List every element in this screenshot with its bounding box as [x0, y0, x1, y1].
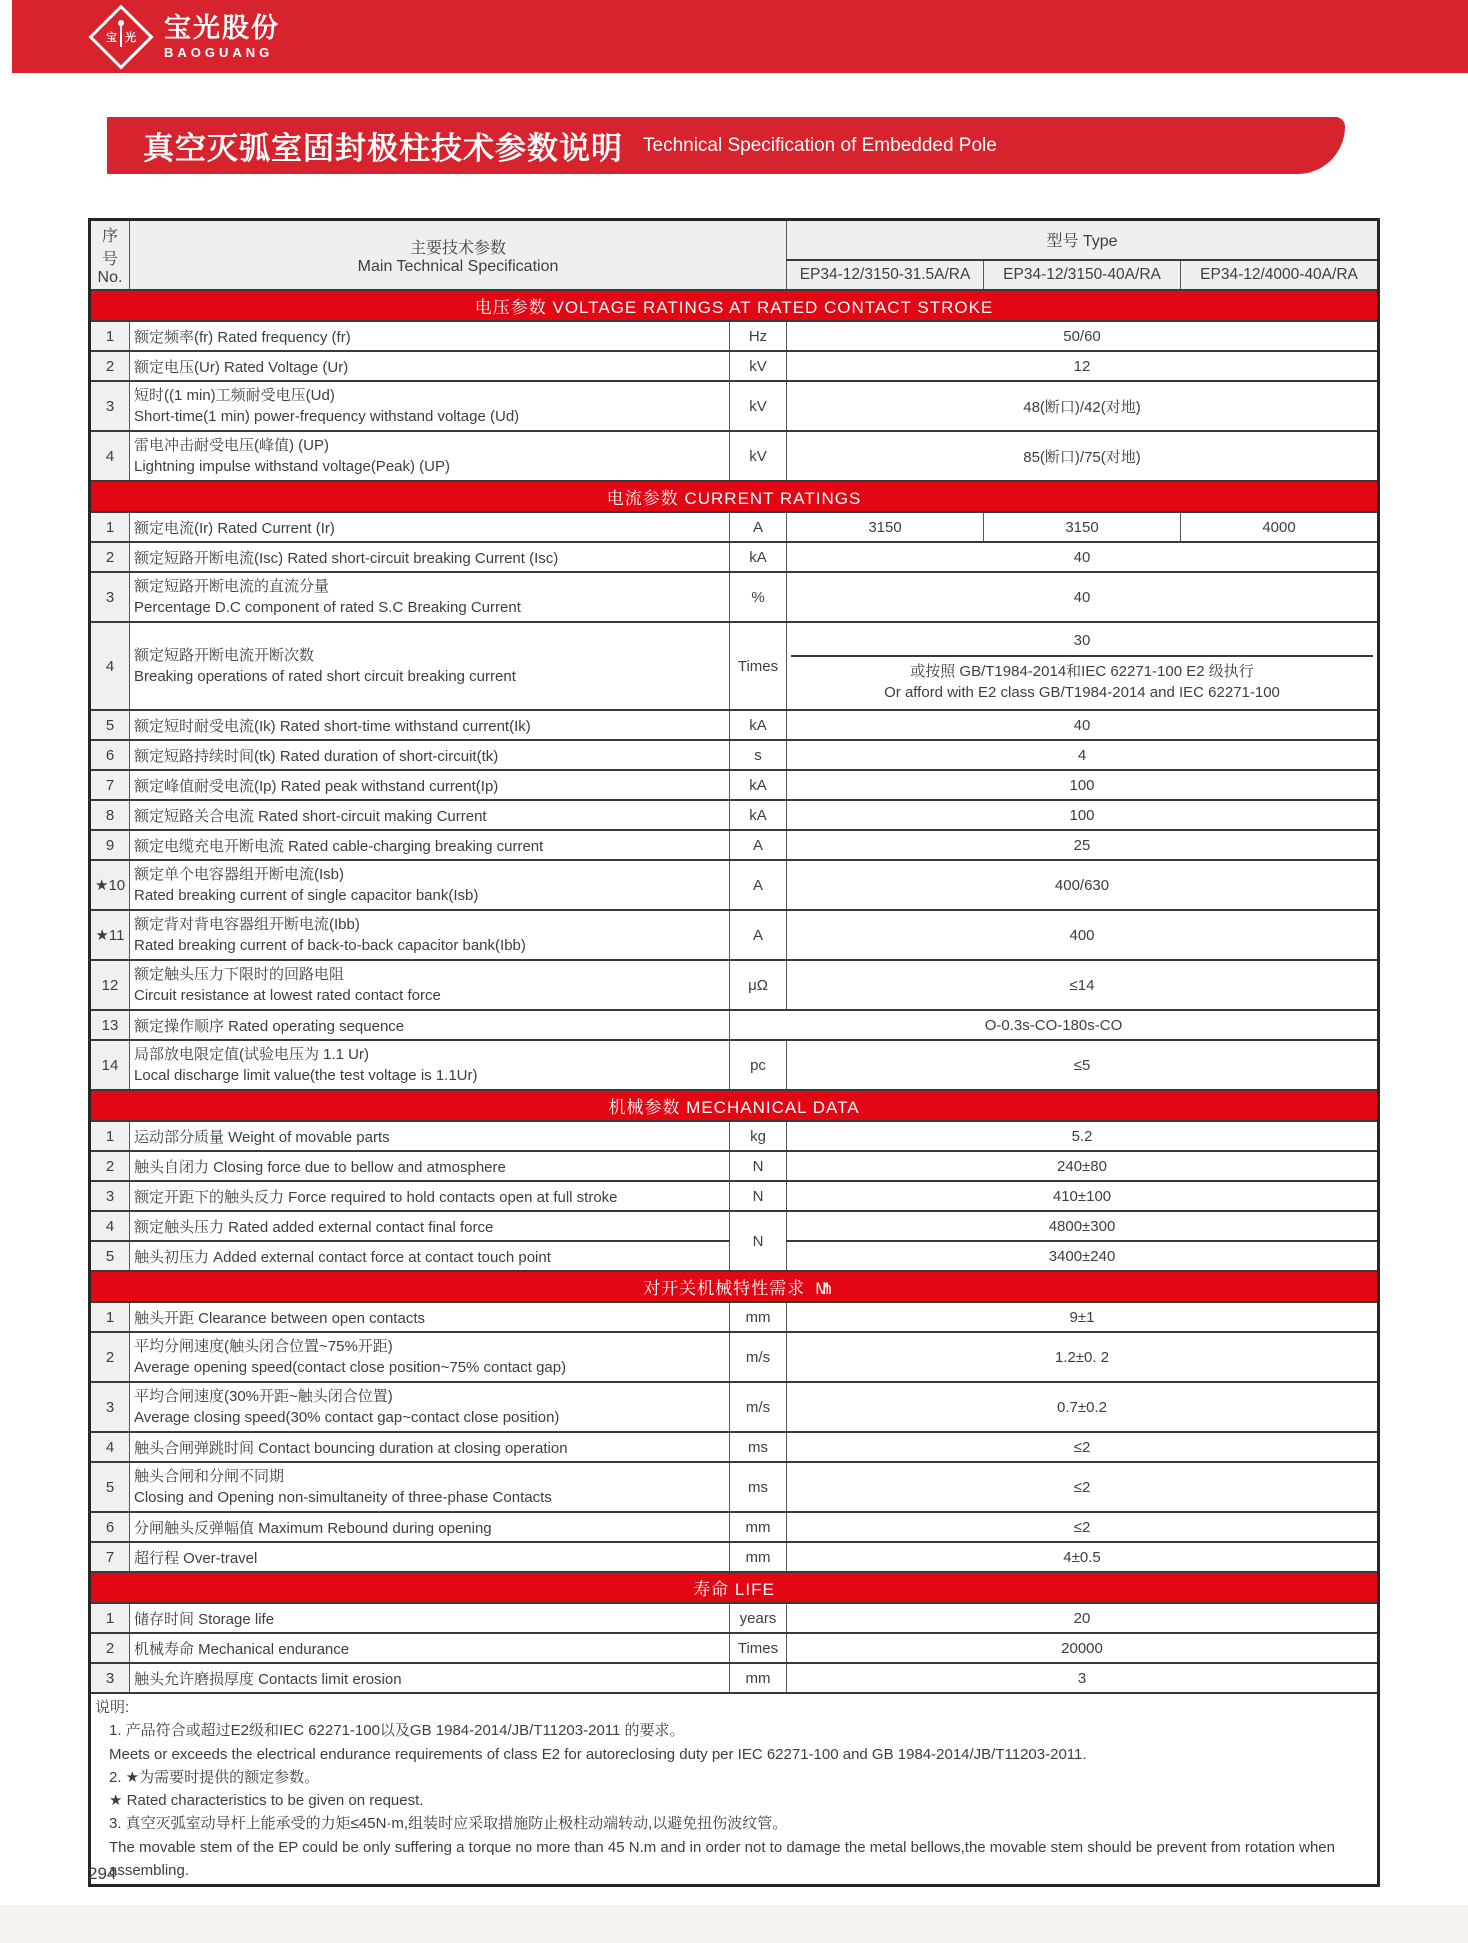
value-cell: 40 [787, 542, 1379, 572]
header-type: 型号 Type [787, 220, 1379, 260]
unit-cell: kV [730, 351, 787, 381]
value-cell: 40 [787, 572, 1379, 622]
note-3-cn: 3. 真空灭弧室动导杆上能承受的力矩≤45N·m,组装时应采取措施防止极柱动端转动,以避免扭伤波纹管。 [109, 1815, 788, 1833]
table-row [90, 1151, 1379, 1181]
table-row [90, 1432, 1379, 1462]
row-number: 4 [90, 431, 130, 481]
row-number: 12 [90, 960, 130, 1010]
spec-cell: 触头开距 Clearance between open contacts [130, 1302, 730, 1332]
table-row [90, 860, 1379, 910]
current-bar: 电流参数 CURRENT RATINGS [90, 481, 1379, 512]
value-cell-split [787, 622, 1379, 710]
spec-en: Local discharge limit value(the test voltage is 1.1Ur) [134, 1067, 478, 1084]
unit-cell: m/s [730, 1382, 787, 1432]
row-number: 3 [90, 572, 130, 622]
value-cell: 20 [787, 1603, 1379, 1633]
spec-cn: 额定短路开断电流的直流分量 [134, 578, 330, 595]
unit-cell: Hz [730, 321, 787, 351]
value-cell-3: 4000 [1181, 512, 1379, 542]
unit-cell: kg [730, 1121, 787, 1151]
model-2: EP34-12/3150-40A/RA [984, 260, 1181, 291]
spec-cell: 触头合闸弹跳时间 Contact bouncing duration at closing operation [130, 1432, 730, 1462]
row-number: 4 [90, 1432, 130, 1462]
table-row [90, 1512, 1379, 1542]
value-cell-1: 3150 [787, 512, 984, 542]
unit-cell: ms [730, 1432, 787, 1462]
value-cell: ≤2 [787, 1432, 1379, 1462]
table-row [90, 622, 1379, 710]
unit-cell: μΩ [730, 960, 787, 1010]
spec-cn: 平均分闸速度(触头闭合位置~75%开距) [134, 1338, 393, 1355]
row-number: 3 [90, 1663, 130, 1693]
value-cell: ≤2 [787, 1462, 1379, 1512]
value-cell: 25 [787, 830, 1379, 860]
spec-cn: 雷电冲击耐受电压(峰值) (UP) [134, 437, 329, 454]
spec-table [88, 218, 1380, 1887]
section-bar-life [90, 1572, 1379, 1603]
unit-cell: kA [730, 770, 787, 800]
notes-block [90, 1693, 1379, 1886]
value-cell: 0.7±0.2 [787, 1382, 1379, 1432]
row-number: 2 [90, 351, 130, 381]
spec-cell: 额定短路持续时间(tk) Rated duration of short-circuit(tk) [130, 740, 730, 770]
value-cell: 20000 [787, 1633, 1379, 1663]
row-number: 7 [90, 770, 130, 800]
note-3-en: The movable stem of the EP could be only suffering a torque no more than 45 N.m and in order not to damage the metal bellows,the movable stem should be prevent from rotation when assembling. [109, 1838, 1335, 1879]
spec-en: Closing and Opening non-simultaneity of three-phase Contacts [134, 1489, 552, 1506]
header-no [90, 220, 130, 291]
spec-cell: 分闸触头反弹幅值 Maximum Rebound during opening [130, 1512, 730, 1542]
table-header-row [90, 220, 1379, 260]
header-spec-cn: 主要技术参数 [410, 239, 507, 257]
candle-icon [120, 27, 122, 47]
row-number: 2 [90, 542, 130, 572]
spec-cell [130, 381, 730, 431]
spec-cell: 超行程 Over-travel [130, 1542, 730, 1572]
value-cell: 12 [787, 351, 1379, 381]
unit-cell: Times [730, 622, 787, 710]
value-cell: ≤5 [787, 1040, 1379, 1090]
page-title-en: Technical Specification of Embedded Pole [643, 134, 997, 156]
spec-cell [130, 1040, 730, 1090]
table-row [90, 740, 1379, 770]
spec-cell: 额定开距下的触头反力 Force required to hold contacts open at full stroke [130, 1181, 730, 1211]
logo-char-left: 宝 [106, 31, 117, 44]
header-no-en: No. [97, 269, 123, 286]
row-number: ★11 [90, 910, 130, 960]
unit-cell: kA [730, 542, 787, 572]
unit-cell: mm [730, 1512, 787, 1542]
table-row [90, 431, 1379, 481]
brand-name-cn: 宝光股份 [164, 12, 280, 43]
value-bottom [791, 657, 1373, 707]
table-row [90, 1462, 1379, 1512]
voltage-bar: 电压参数 VOLTAGE RATINGS AT RATED CONTACT STROKE [90, 290, 1379, 321]
value-cell-2: 3150 [984, 512, 1181, 542]
row-number: 1 [90, 512, 130, 542]
brand-name-en: BAOGUANG [164, 44, 274, 60]
page-title-bar [107, 117, 1345, 174]
table-row [90, 351, 1379, 381]
spec-cell: 额定电压(Ur) Rated Voltage (Ur) [130, 351, 730, 381]
switching-bar [90, 1271, 1379, 1302]
value-cell: 100 [787, 770, 1379, 800]
spec-cn: 额定背对背电容器组开断电流(Ibb) [134, 916, 360, 933]
unit-cell-shared: N [730, 1211, 787, 1271]
value-top: 30 [791, 625, 1373, 657]
spec-cell: 触头初压力 Added external contact force at contact touch point [130, 1241, 730, 1271]
spec-cell: 储存时间 Storage life [130, 1603, 730, 1633]
switching-bar-garbled-text: Mh [815, 1279, 825, 1298]
table-row [90, 512, 1379, 542]
unit-cell: A [730, 860, 787, 910]
value-cell: ≤2 [787, 1512, 1379, 1542]
value-cell: 410±100 [787, 1181, 1379, 1211]
spec-cell [130, 910, 730, 960]
page-number: 294 [88, 1864, 117, 1883]
table-row [90, 1040, 1379, 1090]
table-row [90, 1332, 1379, 1382]
spec-cell [130, 1462, 730, 1512]
unit-cell: % [730, 572, 787, 622]
unit-cell: kA [730, 710, 787, 740]
table-row [90, 960, 1379, 1010]
logo-char-right: 光 [125, 31, 136, 44]
unit-cell: N [730, 1181, 787, 1211]
table-row [90, 1603, 1379, 1633]
note-1-en: Meets or exceeds the electrical endurance requirements of class E2 for autoreclosing duty per IEC 62271-100 and GB 1984-2014/JB/T11203-2011. [109, 1745, 1087, 1763]
value-cell: 48(断口)/42(对地) [787, 381, 1379, 431]
value-cell: 3 [787, 1663, 1379, 1693]
value-cell: 85(断口)/75(对地) [787, 431, 1379, 481]
spec-cn: 额定短路开断电流开断次数 [134, 647, 315, 664]
value-bottom-cn: 或按照 GB/T1984-2014和IEC 62271-100 E2 级执行 [910, 663, 1254, 680]
table-row [90, 572, 1379, 622]
spec-cell: 机械寿命 Mechanical endurance [130, 1633, 730, 1663]
spec-cell: 额定峰值耐受电流(Ip) Rated peak withstand current(Ip) [130, 770, 730, 800]
logo-diamond-icon [88, 4, 153, 69]
unit-cell: kV [730, 431, 787, 481]
section-bar-mechanical [90, 1090, 1379, 1121]
spec-cell: 额定短路关合电流 Rated short-circuit making Current [130, 800, 730, 830]
spec-cell [130, 860, 730, 910]
table-row [90, 1302, 1379, 1332]
table-row [90, 1121, 1379, 1151]
value-cell: 400 [787, 910, 1379, 960]
spec-cell [130, 572, 730, 622]
table-row [90, 710, 1379, 740]
spec-cn: 局部放电限定值(试验电压为 1.1 Ur) [134, 1046, 370, 1063]
spec-cn: 额定单个电容器组开断电流(Isb) [134, 866, 345, 883]
spec-cell [130, 1332, 730, 1382]
row-number: 1 [90, 1603, 130, 1633]
table-row [90, 1633, 1379, 1663]
logo-diamond-content [101, 17, 141, 57]
spec-cell: 额定触头压力 Rated added external contact final force [130, 1211, 730, 1241]
table-row [90, 1211, 1379, 1241]
header-no-cn: 序号 [101, 228, 118, 268]
header-spec-en: Main Technical Specification [357, 257, 559, 275]
table-row [90, 542, 1379, 572]
unit-cell: A [730, 830, 787, 860]
spec-cell: 运动部分质量 Weight of movable parts [130, 1121, 730, 1151]
value-cell: 240±80 [787, 1151, 1379, 1181]
spec-cn: 触头合闸和分闸不同期 [134, 1468, 285, 1485]
brand-banner [12, 0, 1468, 73]
spec-cell: 额定电流(Ir) Rated Current (Ir) [130, 512, 730, 542]
spec-en: Percentage D.C component of rated S.C Breaking Current [134, 599, 521, 616]
row-number: 5 [90, 710, 130, 740]
row-number: 9 [90, 830, 130, 860]
row-number: 4 [90, 622, 130, 710]
row-number: 5 [90, 1241, 130, 1271]
spec-cell: 触头允许磨损厚度 Contacts limit erosion [130, 1663, 730, 1693]
row-number: 2 [90, 1151, 130, 1181]
unit-cell: ms [730, 1462, 787, 1512]
value-cell: 4±0.5 [787, 1542, 1379, 1572]
row-number: 1 [90, 1121, 130, 1151]
row-number: 1 [90, 1302, 130, 1332]
footer-band [0, 1905, 1468, 1943]
spec-cell: 额定电缆充电开断电流 Rated cable-charging breaking current [130, 830, 730, 860]
unit-cell: mm [730, 1663, 787, 1693]
spec-en: Rated breaking current of back-to-back capacitor bank(Ibb) [134, 937, 526, 954]
section-bar-voltage [90, 290, 1379, 321]
value-cell: 5.2 [787, 1121, 1379, 1151]
spec-cn: 额定触头压力下限时的回路电阻 [134, 966, 345, 983]
value-cell: 50/60 [787, 321, 1379, 351]
spec-en: Lightning impulse withstand voltage(Peak) (UP) [134, 458, 450, 475]
mechanical-bar: 机械参数 MECHANICAL DATA [90, 1090, 1379, 1121]
spec-cell [130, 622, 730, 710]
notes-row [90, 1693, 1379, 1886]
section-bar-current [90, 481, 1379, 512]
table-row [90, 1663, 1379, 1693]
value-cell: 3400±240 [787, 1241, 1379, 1271]
row-number: 6 [90, 740, 130, 770]
spec-cn: 短时((1 min)工频耐受电压(Ud) [134, 387, 335, 404]
value-cell: 100 [787, 800, 1379, 830]
spec-en: Average closing speed(30% contact gap~contact close position) [134, 1409, 560, 1426]
spec-cell: 额定短时耐受电流(Ik) Rated short-time withstand current(Ik) [130, 710, 730, 740]
unit-cell: A [730, 512, 787, 542]
unit-cell: years [730, 1603, 787, 1633]
row-number: 13 [90, 1010, 130, 1040]
table-row [90, 1010, 1379, 1040]
unit-cell: kV [730, 381, 787, 431]
table-row [90, 910, 1379, 960]
unit-cell: s [730, 740, 787, 770]
row-number: 3 [90, 1382, 130, 1432]
row-number: 8 [90, 800, 130, 830]
baoguang-logo [92, 14, 280, 60]
model-3: EP34-12/4000-40A/RA [1181, 260, 1379, 291]
table-row [90, 770, 1379, 800]
value-cell: 1.2±0. 2 [787, 1332, 1379, 1382]
value-cell: 4 [787, 740, 1379, 770]
spec-cell [130, 1382, 730, 1432]
spec-en: Breaking operations of rated short circuit breaking current [134, 668, 516, 685]
table-row [90, 321, 1379, 351]
spec-cell: 额定操作顺序 Rated operating sequence [130, 1010, 730, 1040]
unit-cell: kA [730, 800, 787, 830]
switching-bar-cn: 对开关机械特性需求 [643, 1279, 806, 1298]
page-title-cn: 真空灭弧室固封极柱技术参数说明 [143, 131, 623, 166]
row-number: 14 [90, 1040, 130, 1090]
spec-en: Short-time(1 min) power-frequency withstand voltage (Ud) [134, 408, 520, 425]
spec-cn: 平均合闸速度(30%开距~触头闭合位置) [134, 1388, 393, 1405]
spec-cell: 额定频率(fr) Rated frequency (fr) [130, 321, 730, 351]
table-row [90, 1181, 1379, 1211]
value-cell: 9±1 [787, 1302, 1379, 1332]
value-cell-merged: O-0.3s-CO-180s-CO [730, 1010, 1379, 1040]
row-number: 6 [90, 1512, 130, 1542]
section-bar-switching [90, 1271, 1379, 1302]
header-spec [130, 220, 787, 291]
notes-label: 说明: [95, 1699, 130, 1716]
row-number: 2 [90, 1332, 130, 1382]
note-1-cn: 1. 产品符合或超过E2级和IEC 62271-100以及GB 1984-2014/JB/T11203-2011 的要求。 [109, 1722, 685, 1740]
spec-cell [130, 960, 730, 1010]
note-2-cn: 2. ★为需要时提供的额定参数。 [109, 1768, 320, 1786]
unit-cell: mm [730, 1542, 787, 1572]
spec-en: Average opening speed(contact close position~75% contact gap) [134, 1359, 567, 1376]
model-1: EP34-12/3150-31.5A/RA [787, 260, 984, 291]
value-cell: 40 [787, 710, 1379, 740]
note-2-en: ★ Rated characteristics to be given on request. [109, 1792, 424, 1809]
table-row [90, 1542, 1379, 1572]
value-bottom-en: Or afford with E2 class GB/T1984-2014 and IEC 62271-100 [884, 684, 1280, 701]
unit-cell: m/s [730, 1332, 787, 1382]
unit-cell: mm [730, 1302, 787, 1332]
row-number: ★10 [90, 860, 130, 910]
value-cell: ≤14 [787, 960, 1379, 1010]
unit-cell: pc [730, 1040, 787, 1090]
spec-en: Rated breaking current of single capacitor bank(Isb) [134, 887, 479, 904]
unit-cell: A [730, 910, 787, 960]
row-number: 1 [90, 321, 130, 351]
row-number: 3 [90, 1181, 130, 1211]
spec-cell [130, 431, 730, 481]
row-number: 2 [90, 1633, 130, 1663]
table-row [90, 800, 1379, 830]
life-bar: 寿命 LIFE [90, 1572, 1379, 1603]
unit-cell: N [730, 1151, 787, 1181]
row-number: 7 [90, 1542, 130, 1572]
table-row [90, 381, 1379, 431]
table-row [90, 830, 1379, 860]
row-number: 3 [90, 381, 130, 431]
spec-en: Circuit resistance at lowest rated contact force [134, 987, 441, 1004]
row-number: 4 [90, 1211, 130, 1241]
row-number: 5 [90, 1462, 130, 1512]
spec-cell: 额定短路开断电流(Isc) Rated short-circuit breaking Current (Isc) [130, 542, 730, 572]
value-cell: 400/630 [787, 860, 1379, 910]
value-cell: 4800±300 [787, 1211, 1379, 1241]
logo-text [164, 12, 280, 60]
table-row [90, 1382, 1379, 1432]
spec-cell: 触头自闭力 Closing force due to bellow and atmosphere [130, 1151, 730, 1181]
unit-cell: Times [730, 1633, 787, 1663]
